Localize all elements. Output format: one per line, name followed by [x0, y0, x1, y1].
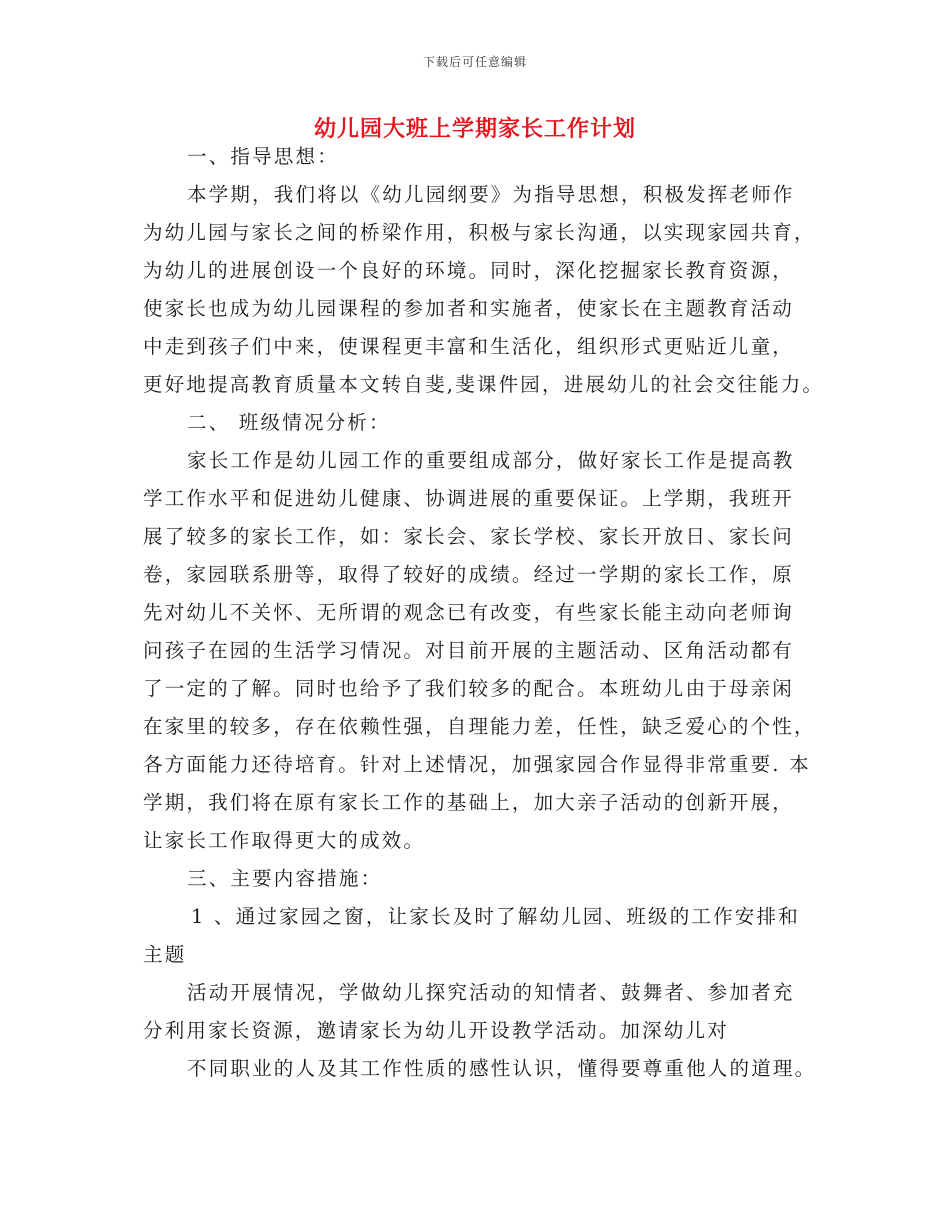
body-line: 不同职业的人及其工作性质的感性认识，懂得要尊重他人的道理。: [187, 1057, 817, 1080]
body-line: 1 、通过家园之窗，让家长及时了解幼儿园、班级的工作安排和: [191, 905, 800, 928]
body-line: 中走到孩子们中来，使课程更丰富和生活化，组织形式更贴近儿童，: [143, 335, 795, 358]
body-line: 了一定的了解。同时也给予了我们较多的配合。本班幼儿由于母亲闲: [143, 677, 795, 700]
body-line: 先对幼儿不关怀、无所谓的观念已有改变，有些家长能主动向老师询: [143, 601, 795, 624]
body-line: 主题: [143, 943, 187, 966]
body-line: 更好地提高教育质量本文转自斐,斐课件园，进展幼儿的社会交往能力。: [143, 373, 825, 396]
body-line: 展了较多的家长工作，如：家长会、家长学校、家长开放日、家长问: [143, 525, 795, 548]
body-line: 一、指导思想：: [187, 145, 339, 168]
body-line: 为幼儿的进展创设一个良好的环境。同时，深化挖掘家长教育资源，: [143, 259, 795, 282]
body-line: 让家长工作取得更大的成效。: [143, 829, 426, 852]
body-line: 在家里的较多，存在依赖性强，自理能力差，任性，缺乏爱心的个性，: [143, 715, 816, 738]
body-line: 二、 班级情况分析：: [187, 411, 391, 434]
body-line: 学工作水平和促进幼儿健康、协调进展的重要保证。上学期，我班开: [143, 487, 795, 510]
body-line: 分利用家长资源，邀请家长为幼儿开设教学活动。加深幼儿对: [143, 1019, 729, 1042]
header-note: 下载后可任意编辑: [422, 55, 527, 69]
body-line: 为幼儿园与家长之间的桥梁作用，积极与家长沟通，以实现家园共育，: [143, 221, 816, 244]
document-body: [143, 138, 823, 1088]
document-title: 幼儿园大班上学期家长工作计划: [313, 116, 636, 142]
body-line: 使家长也成为幼儿园课程的参加者和实施者，使家长在主题教育活动: [143, 297, 795, 320]
body-line: 活动开展情况，学做幼儿探究活动的知情者、鼓舞者、参加者充: [187, 981, 795, 1004]
body-line: 卷，家园联系册等，取得了较好的成绩。经过一学期的家长工作，原: [143, 563, 795, 586]
body-line: 学期，我们将在原有家长工作的基础上，加大亲子活动的创新开展，: [143, 791, 795, 814]
body-line: 家长工作是幼儿园工作的重要组成部分，做好家长工作是提高教: [187, 449, 795, 472]
body-line: 问孩子在园的生活学习情况。对目前开展的主题活动、区角活动都有: [143, 639, 795, 662]
body-line: 本学期，我们将以《幼儿园纲要》为指导思想，积极发挥老师作: [187, 183, 795, 206]
body-line: 三、主要内容措施：: [187, 867, 383, 890]
body-line: 各方面能力还待培育。针对上述情况，加强家园合作显得非常重要. 本: [143, 753, 811, 776]
